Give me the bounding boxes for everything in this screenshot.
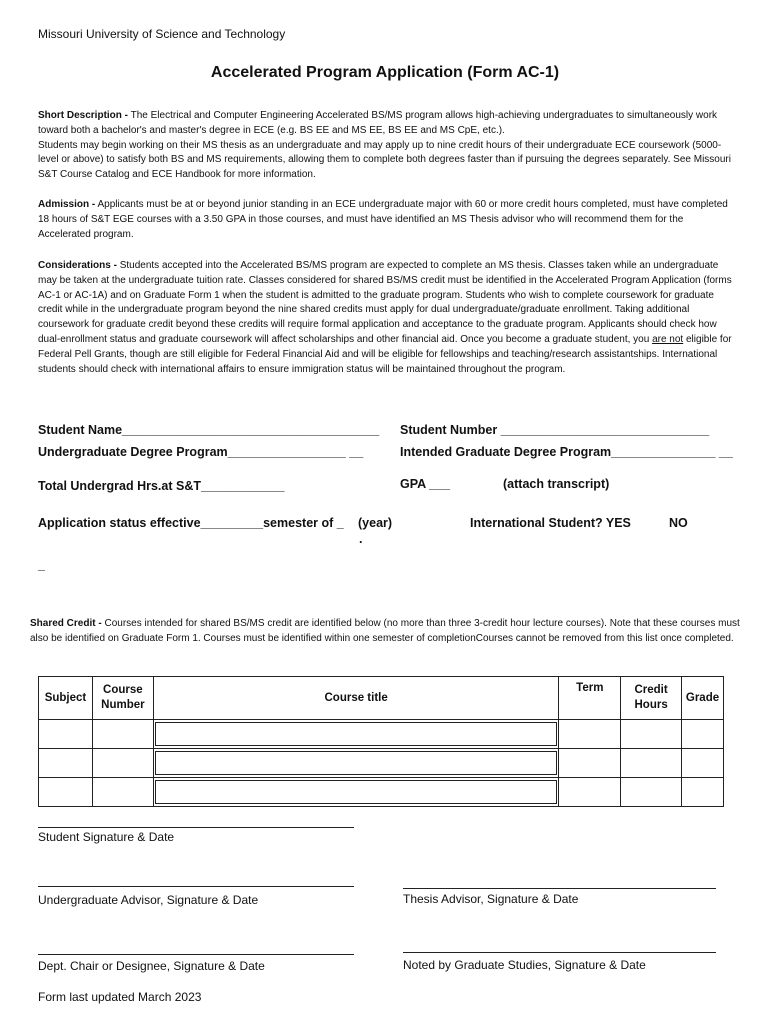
intended-program-field[interactable]: Intended Graduate Degree Program_______________ __ <box>400 445 733 459</box>
term-cell[interactable] <box>559 778 621 807</box>
grade-cell[interactable] <box>682 720 724 749</box>
student-signature-label: Student Signature & Date <box>38 830 175 844</box>
shared-credit-label: Shared Credit - <box>30 618 102 629</box>
col-course-title: Course title <box>153 677 559 720</box>
grade-cell[interactable] <box>682 778 724 807</box>
table-row <box>39 749 724 778</box>
grade-cell[interactable] <box>682 749 724 778</box>
international-student-yes[interactable]: International Student? YES <box>470 516 631 530</box>
form-footer: Form last updated March 2023 <box>38 990 202 1004</box>
term-cell[interactable] <box>559 749 621 778</box>
table-row <box>39 778 724 807</box>
short-description-label: Short Description - <box>38 110 129 121</box>
considerations-section <box>38 259 738 377</box>
considerations-text-2: eligible for Federal Pell Grants, though are still eligible for Federal Financial Aid and will be eligible for fellowships and teaching/research assistantships. International students should check with international affairs to ensure immigration status will be maintained throughout the program. <box>38 333 732 375</box>
subject-cell[interactable] <box>39 778 93 807</box>
thesis-advisor-signature-line[interactable] <box>403 888 716 889</box>
grad-studies-signature-line[interactable] <box>403 952 716 953</box>
year-dot: . <box>359 532 363 546</box>
course-title-cell[interactable] <box>153 720 559 749</box>
gpa-field[interactable]: GPA ___ <box>400 477 451 491</box>
considerations-label: Considerations - <box>38 260 117 271</box>
thesis-advisor-signature-label: Thesis Advisor, Signature & Date <box>403 892 579 906</box>
course-number-cell[interactable] <box>92 749 153 778</box>
shared-credit-text: Courses intended for shared BS/MS credit are identified below (no more than three 3-credit hour lecture courses). Note that these courses must also be identified on Graduate Form 1. Courses must be identified within one semester of completionCourses cannot be removed from this list once completed. <box>30 618 740 644</box>
grad-studies-signature-label: Noted by Graduate Studies, Signature & Date <box>403 958 646 972</box>
short-description-section <box>38 109 738 183</box>
short-description-text-2: Students may begin working on their MS thesis as an undergraduate and may apply up to nine credit hours of their undergraduate ECE coursework (5000-level or above) to satisfy both BS and MS requirements, allowing them to complete both degrees faster than if pursuing the degrees separately. See Missouri S&T Course Catalog and ECE Handbook for more information. <box>38 139 731 181</box>
total-hours-field[interactable]: Total Undergrad Hrs.at S&T____________ <box>38 479 285 493</box>
subject-cell[interactable] <box>39 749 93 778</box>
credit-hours-cell[interactable] <box>621 749 682 778</box>
undergrad-program-field[interactable]: Undergraduate Degree Program_________________ __ <box>38 445 364 459</box>
shared-credit-table <box>38 676 724 807</box>
attach-transcript-note: (attach transcript) <box>503 477 610 491</box>
dept-chair-signature-line[interactable] <box>38 954 354 955</box>
col-subject: Subject <box>39 677 93 720</box>
course-number-cell[interactable] <box>92 778 153 807</box>
are-not-emphasis: are not <box>652 333 684 345</box>
col-term: Term <box>559 677 621 720</box>
term-cell[interactable] <box>559 720 621 749</box>
year-field[interactable]: (year) <box>358 516 393 530</box>
admission-section <box>38 198 738 242</box>
student-signature-line[interactable] <box>38 827 354 828</box>
course-title-cell[interactable] <box>153 778 559 807</box>
col-grade: Grade <box>682 677 724 720</box>
considerations-text: Students accepted into the Accelerated BS/MS program are expected to complete an MS thesis. Classes taken while an undergraduate may be taken at the undergraduate tuition rate. Classes considered for shared BS/MS credit must be identified in the Accelerated Program Application (forms AC-1 or AC-1A) and on Graduate Form 1 when the student is admitted to the graduate program. Students who wish to complete coursework for graduate credit while in the undergraduate program beyond the nine shared credits must apply for dual undergraduate/graduate enrollment. Taking additional coursework for graduate credit beyond these credits will require formal application and acceptance to the graduate program. Applicants should check how dual-enrollment status and graduate coursework will affect scholarships and other financial aid. Once you become a graduate student, you <box>38 260 732 345</box>
university-header: Missouri University of Science and Technology <box>38 27 286 41</box>
undergrad-advisor-signature-label: Undergraduate Advisor, Signature & Date <box>38 893 259 907</box>
col-course-number: Course Number <box>92 677 153 720</box>
international-student-no[interactable]: NO <box>669 516 688 530</box>
shared-credit-section <box>30 617 742 647</box>
table-header-row <box>39 677 724 720</box>
table-row <box>39 720 724 749</box>
course-title-cell[interactable] <box>153 749 559 778</box>
admission-text: Applicants must be at or beyond junior standing in an ECE undergraduate major with 60 or more credit hours completed, must have completed 18 hours of S&T EGE courses with a 3.50 GPA in those courses, and must have identified an MS Thesis advisor who will recommend them for the Accelerated program. <box>38 199 728 240</box>
col-credit-hours: Credit Hours <box>621 677 682 720</box>
credit-hours-cell[interactable] <box>621 778 682 807</box>
course-number-cell[interactable] <box>92 720 153 749</box>
undergrad-advisor-signature-line[interactable] <box>38 886 354 887</box>
short-description-text: The Electrical and Computer Engineering Accelerated BS/MS program allows high-achieving undergraduates to simultaneously work toward both a bachelor's and master's degree in ECE (e.g. BS EE and MS EE, BS EE and MS CpE, etc.). <box>38 110 718 136</box>
form-title: Accelerated Program Application (Form AC-1) <box>210 64 560 81</box>
stray-dash: _ <box>38 558 45 572</box>
admission-label: Admission - <box>38 199 96 210</box>
student-number-field[interactable]: Student Number ______________________________ <box>400 423 710 437</box>
dept-chair-signature-label: Dept. Chair or Designee, Signature & Date <box>38 959 265 973</box>
credit-hours-cell[interactable] <box>621 720 682 749</box>
student-name-field[interactable]: Student Name_____________________________________ <box>38 423 380 437</box>
status-effective-field[interactable]: Application status effective_________semester of _ <box>38 516 344 530</box>
subject-cell[interactable] <box>39 720 93 749</box>
